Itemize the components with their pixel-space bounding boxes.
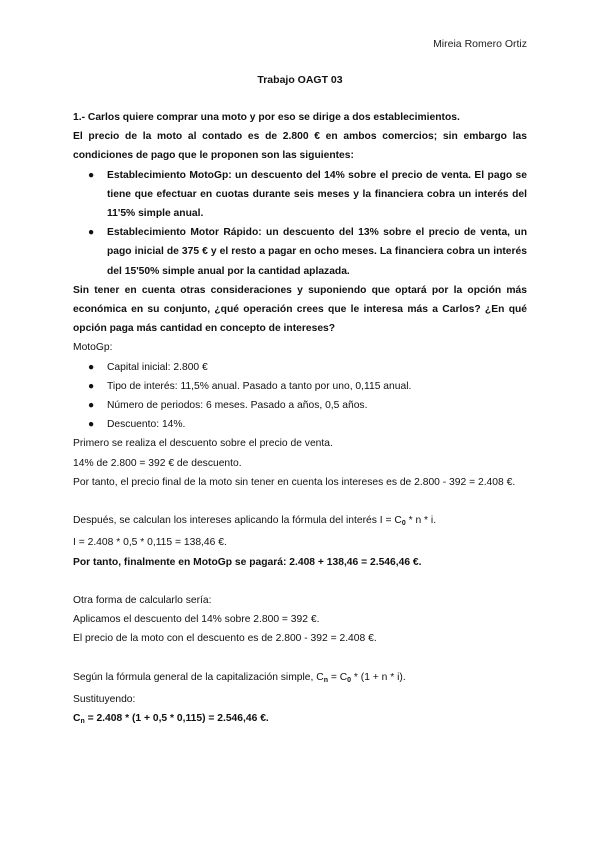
interest-formula: Después, se calculan los intereses aplicando la fórmula del interés $I = C_0 * n * i$. (73, 515, 437, 528)
motogp-data-list (73, 358, 527, 435)
list-item: ● Número de periodos: 6 meses. Pasado a años, 0,5 años. (73, 396, 527, 415)
general-formula: Según la fórmula general de la capitalización simple, $C_n = C_0 * (1 + n * i)$. (73, 671, 406, 684)
list-item: ● Establecimiento MotoGp: un descuento del 14% sobre el precio de venta. El pago se tiene que efectuar en cuotas durante seis meses y la financiera cobra un interés del 11'5% simple anual. (73, 166, 527, 224)
question-closing: Sin tener en cuenta otras consideraciones y suponiendo que optará por la opción más económica en su conjunto, ¿qué operación crees que le interesa más a Carlos? ¿En qué opción paga más cantidad en concepto de intereses? (73, 284, 527, 335)
bullet-icon: ● (88, 227, 95, 239)
author-name: Mireia Romero Ortiz (433, 38, 527, 50)
question-intro: El precio de la moto al contado es de 2.800 € en ambos comercios; sin embargo las condiciones de pago que le proponen son las siguientes: (73, 131, 527, 162)
alt-step-2: El precio de la moto con el descuento es de 2.800 - 392 = 2.408 €. (73, 633, 377, 645)
list-item: ● Establecimiento Motor Rápido: un descuento del 13% sobre el precio de venta, un pago inicial de 375 € y el resto a pagar en ocho meses. La financiera cobra un interés del 15'50% simple anual por la cantidad aplazada. (73, 223, 527, 281)
motogp-result: Por tanto, finalmente en MotoGp se pagará: 2.408 + 138,46 = 2.546,46 €. (73, 556, 422, 568)
list-item: ● Capital inicial: 2.800 € (73, 358, 527, 377)
step-1: Primero se realiza el descuento sobre el precio de venta. (73, 438, 333, 450)
document-body (73, 108, 527, 731)
document-title: Trabajo OAGT 03 (257, 74, 343, 86)
bullet-icon: ● (88, 380, 95, 392)
step-3: Por tanto, el precio final de la moto sin tener en cuenta los intereses es de 2.800 - 392 = 2.408 €. (73, 476, 516, 488)
interest-calc: I = 2.408 * 0,5 * 0,115 = 138,46 €. (73, 537, 227, 549)
list-item: ● Descuento: 14%. (73, 415, 527, 434)
substituting-label: Sustituyendo: (73, 694, 136, 706)
final-result: $C_n = 2.408 * (1 + 0,5 * 0,115) = 2.546,46$ €. (73, 713, 269, 726)
options-list (73, 166, 527, 281)
step-2: 14% de 2.800 = 392 € de descuento. (73, 457, 242, 469)
question-heading: 1.- Carlos quiere comprar una moto y por eso se dirige a dos establecimientos. (73, 112, 460, 123)
alt-step-1: Aplicamos el descuento del 14% sobre 2.800 = 392 €. (73, 614, 320, 626)
bullet-icon: ● (88, 169, 95, 181)
bullet-icon: ● (88, 419, 95, 431)
bullet-icon: ● (88, 400, 95, 412)
motogp-label: MotoGp: (73, 342, 113, 354)
list-item: ● Tipo de interés: 11,5% anual. Pasado a tanto por uno, 0,115 anual. (73, 377, 527, 396)
bullet-icon: ● (88, 361, 95, 373)
alt-intro: Otra forma de calcularlo sería: (73, 595, 212, 607)
